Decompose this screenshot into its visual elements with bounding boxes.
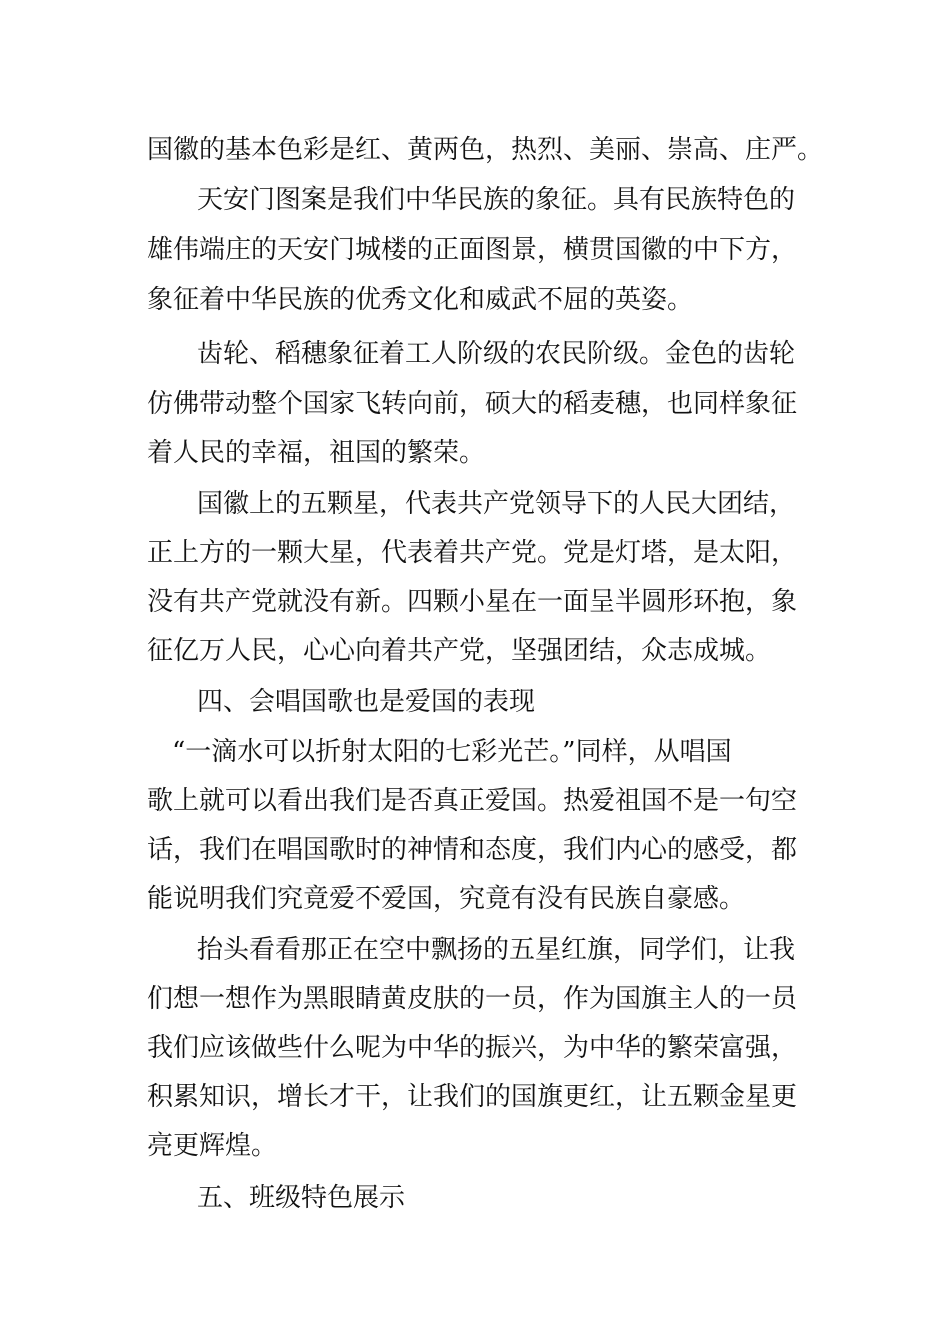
text-line: 们想一想作为黑眼睛黄皮肤的一员，作为国旗主人的一员 [147, 984, 798, 1014]
text-line: 能说明我们究竟爱不爱国，究竟有没有民族自豪感。 [147, 884, 746, 914]
text-line: 雄伟端庄的天安门城楼的正面图景，横贯国徽的中下方， [147, 235, 798, 265]
text-line: 积累知识，增长才干，让我们的国旗更红，让五颗金星更 [147, 1082, 798, 1112]
text-line: 歌上就可以看出我们是否真正爱国。热爱祖国不是一句空 [147, 786, 798, 816]
text-line: 国徽的基本色彩是红、黄两色，热烈、美丽、崇高、庄严。 [147, 135, 824, 165]
section-heading: 五、班级特色展示 [197, 1183, 406, 1213]
text-line: 没有共产党就没有新。四颗小星在一面呈半圆形环抱，象 [147, 587, 798, 617]
text-line: 征亿万人民，心心向着共产党，坚强团结，众志成城。 [147, 636, 772, 666]
text-line: 话，我们在唱国歌时的神情和态度，我们内心的感受，都 [147, 835, 798, 865]
text-line: 着人民的幸福，祖国的繁荣。 [147, 438, 486, 468]
text-line: 天安门图案是我们中华民族的象征。具有民族特色的 [197, 185, 796, 215]
text-line: 仿佛带动整个国家飞转向前，硕大的稻麦穗，也同样象征 [147, 389, 798, 419]
text-line: 我们应该做些什么呢为中华的振兴，为中华的繁荣富强， [147, 1033, 798, 1063]
text-line: 抬头看看那正在空中飘扬的五星红旗，同学们，让我 [197, 935, 796, 965]
text-line: 象征着中华民族的优秀文化和威武不屈的英姿。 [147, 285, 694, 315]
section-heading: 四、会唱国歌也是爱国的表现 [197, 687, 536, 717]
text-line: 亮更辉煌。 [147, 1131, 278, 1161]
text-line: “一滴水可以折射太阳的七彩光芒。”同样，从唱国 [172, 737, 732, 767]
text-line: 齿轮、稻穗象征着工人阶级的农民阶级。金色的齿轮 [197, 339, 796, 369]
text-line: 正上方的一颗大星，代表着共产党。党是灯塔，是太阳， [147, 538, 798, 568]
text-line: 国徽上的五颗星，代表共产党领导下的人民大团结， [197, 489, 796, 519]
